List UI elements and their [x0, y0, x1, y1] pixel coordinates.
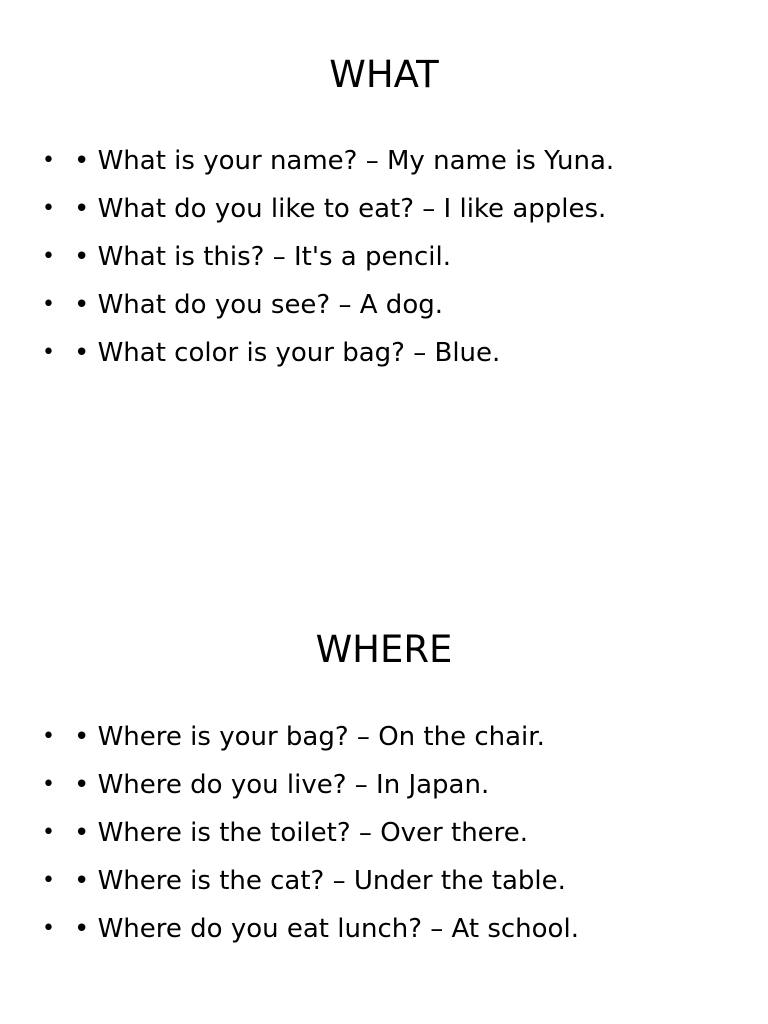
list-item-text: • What do you like to eat? – I like apples.	[74, 194, 607, 224]
bullet-icon: •	[42, 340, 55, 365]
list-item-text: • Where is the toilet? – Over there.	[74, 818, 529, 848]
slide-title: WHAT	[329, 53, 439, 96]
list-item-text: • What do you see? – A dog.	[74, 290, 443, 320]
list-item	[0, 187, 768, 235]
list-item-text: • What is this? – It's a pencil.	[74, 242, 451, 272]
list-item	[0, 763, 768, 811]
slide-where	[0, 512, 768, 1024]
bullet-icon: •	[42, 292, 55, 317]
list-item-text: • Where do you live? – In Japan.	[74, 770, 490, 800]
list-item	[0, 235, 768, 283]
bullet-list	[0, 139, 768, 379]
list-item-text: • What color is your bag? – Blue.	[74, 338, 501, 368]
bullet-icon: •	[42, 916, 55, 941]
slide-title: WHERE	[315, 628, 453, 671]
list-item-text: • What is your name? – My name is Yuna.	[74, 146, 615, 176]
list-item	[0, 715, 768, 763]
bullet-icon: •	[42, 868, 55, 893]
list-item-text: • Where is your bag? – On the chair.	[74, 722, 545, 752]
list-item	[0, 907, 768, 955]
bullet-icon: •	[42, 820, 55, 845]
bullet-icon: •	[42, 724, 55, 749]
list-item	[0, 331, 768, 379]
bullet-list	[0, 715, 768, 955]
list-item	[0, 859, 768, 907]
list-item-text: • Where is the cat? – Under the table.	[74, 866, 566, 896]
list-item	[0, 811, 768, 859]
bullet-icon: •	[42, 148, 55, 173]
bullet-icon: •	[42, 196, 55, 221]
list-item-text: • Where do you eat lunch? – At school.	[74, 914, 579, 944]
list-item	[0, 283, 768, 331]
bullet-icon: •	[42, 772, 55, 797]
list-item	[0, 139, 768, 187]
bullet-icon: •	[42, 244, 55, 269]
